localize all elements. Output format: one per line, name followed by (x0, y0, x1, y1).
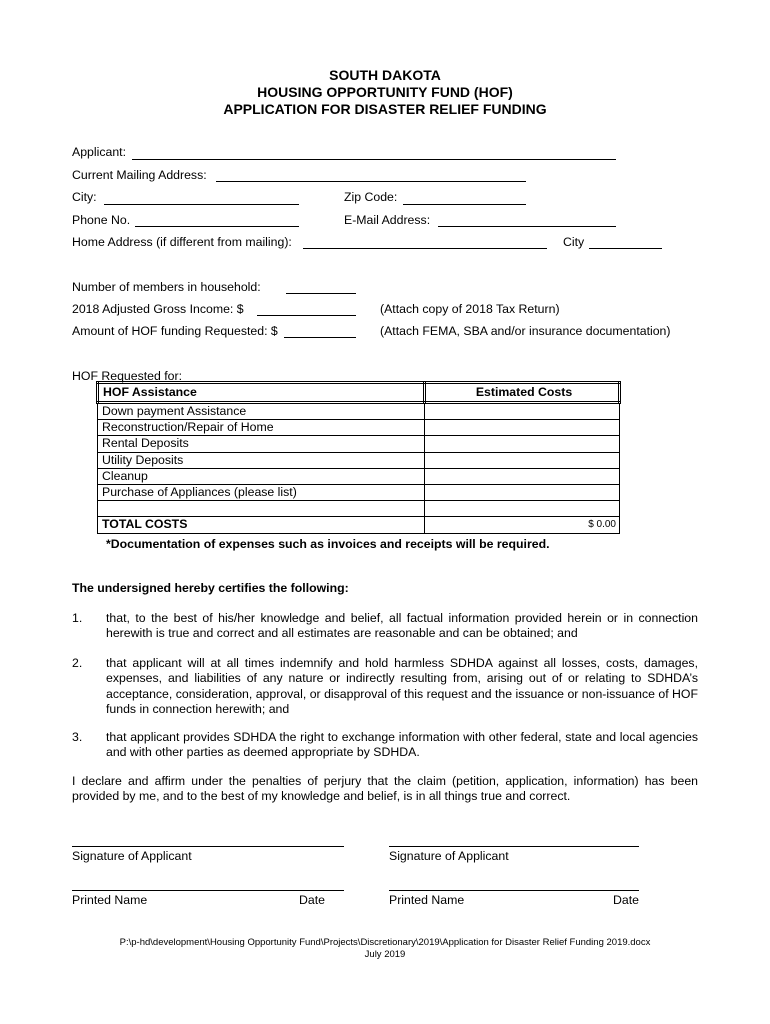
estimated-cost-field[interactable] (425, 452, 620, 468)
estimated-cost-field[interactable] (425, 484, 620, 500)
printed-name-label-right: Printed Name (389, 893, 465, 907)
assistance-label: Down payment Assistance (98, 403, 425, 420)
zip-label: Zip Code: (344, 190, 398, 204)
certification-item-3: that applicant provides SDHDA the right to exchange information with other federal, state and local agencies and with other parties as deemed appropriate by SDHDA. (106, 730, 698, 760)
revision-date-footer: July 2019 (364, 949, 406, 960)
printed-name-line-left[interactable] (72, 890, 344, 891)
home-address-label: Home Address (if different from mailing): (72, 235, 292, 249)
printed-name-label-left: Printed Name (72, 893, 148, 907)
signature-line-left[interactable] (72, 846, 344, 847)
estimated-cost-field[interactable] (425, 403, 620, 420)
table-header-row (98, 383, 620, 403)
signature-label-right: Signature of Applicant (389, 849, 509, 863)
funding-requested-note: (Attach FEMA, SBA and/or insurance documentation) (380, 324, 671, 338)
assistance-label: Purchase of Appliances (please list) (98, 484, 425, 500)
phone-field[interactable] (135, 226, 299, 227)
total-costs-value: $ 0.00 (588, 519, 616, 531)
documentation-note: *Documentation of expenses such as invoices and receipts will be required. (106, 537, 550, 551)
total-costs-label: TOTAL COSTS (98, 517, 425, 533)
household-members-field[interactable] (286, 293, 356, 294)
signature-label-left: Signature of Applicant (72, 849, 192, 863)
email-label: E-Mail Address: (344, 213, 431, 227)
estimated-cost-field[interactable] (425, 436, 620, 452)
assistance-label: Cleanup (98, 468, 425, 484)
phone-label: Phone No. (72, 213, 131, 227)
printed-name-line-right[interactable] (389, 890, 639, 891)
assistance-label: Rental Deposits (98, 436, 425, 452)
gross-income-label: 2018 Adjusted Gross Income: $ (72, 302, 244, 316)
home-address-field[interactable] (303, 248, 547, 249)
applicant-label: Applicant: (72, 145, 127, 159)
table-row (98, 420, 620, 436)
mailing-address-label: Current Mailing Address: (72, 168, 207, 182)
date-label-left: Date (299, 893, 325, 907)
total-row (98, 517, 620, 533)
table-row (98, 484, 620, 500)
home-city-label: City (563, 235, 585, 249)
household-members-label: Number of members in household: (72, 280, 261, 294)
estimated-cost-field[interactable] (425, 501, 620, 517)
city-label: City: (72, 190, 97, 204)
gross-income-note: (Attach copy of 2018 Tax Return) (380, 302, 560, 316)
table-row (98, 436, 620, 452)
table-row (98, 452, 620, 468)
table-row (98, 468, 620, 484)
home-city-field[interactable] (589, 248, 662, 249)
funding-requested-label: Amount of HOF funding Requested: $ (72, 324, 278, 338)
column-header-estimated-costs: Estimated Costs (425, 383, 620, 403)
item-number: 2. (72, 656, 83, 670)
zip-field[interactable] (403, 204, 526, 205)
estimated-cost-field[interactable] (425, 420, 620, 436)
title-line-2: HOUSING OPPORTUNITY FUND (HOF) (257, 84, 513, 100)
certification-item-2: that applicant will at all times indemnify and hold harmless SDHDA against all losses, costs, damages, expenses, and liabilities of any nature or indirectly resulting from, arising out of or relating to SDHDA’s acceptance, consideration, approval, or disapproval of this request and the issuance or non-issuance of HOF funds in connection herewith; and (106, 656, 698, 717)
hof-assistance-table (96, 381, 621, 534)
assistance-label: Utility Deposits (98, 452, 425, 468)
table-row (98, 501, 620, 517)
hof-requested-label: HOF Requested for: (72, 369, 183, 383)
applicant-field[interactable] (132, 159, 616, 160)
city-field[interactable] (104, 204, 299, 205)
signature-line-right[interactable] (389, 846, 639, 847)
gross-income-field[interactable] (257, 315, 356, 316)
item-number: 1. (72, 611, 83, 625)
email-field[interactable] (438, 226, 616, 227)
funding-requested-field[interactable] (284, 337, 356, 338)
appliance-list-field[interactable] (98, 501, 425, 517)
table-row (98, 403, 620, 420)
title-line-3: APPLICATION FOR DISASTER RELIEF FUNDING (223, 101, 547, 117)
item-number: 3. (72, 730, 83, 744)
assistance-label: Reconstruction/Repair of Home (98, 420, 425, 436)
date-label-right: Date (613, 893, 639, 907)
file-path-footer: P:\p-hd\development\Housing Opportunity Fund\Projects\Discretionary\2019\Application for Disaster Relief Funding 2019.docx (119, 937, 651, 948)
estimated-cost-field[interactable] (425, 468, 620, 484)
total-costs-cell (425, 517, 620, 533)
title-line-1: SOUTH DAKOTA (329, 67, 441, 83)
certification-heading: The undersigned hereby certifies the following: (72, 581, 349, 595)
mailing-address-field[interactable] (216, 181, 526, 182)
certification-item-1: that, to the best of his/her knowledge and belief, all factual information provided herein or in connection herewith is true and correct and all estimates are reasonable and can be obtained; and (106, 611, 698, 641)
declaration-paragraph: I declare and affirm under the penalties of perjury that the claim (petition, application, information) has been provided by me, and to the best of my knowledge and belief, is in all things true and correct. (72, 774, 698, 804)
column-header-assistance: HOF Assistance (98, 383, 425, 403)
